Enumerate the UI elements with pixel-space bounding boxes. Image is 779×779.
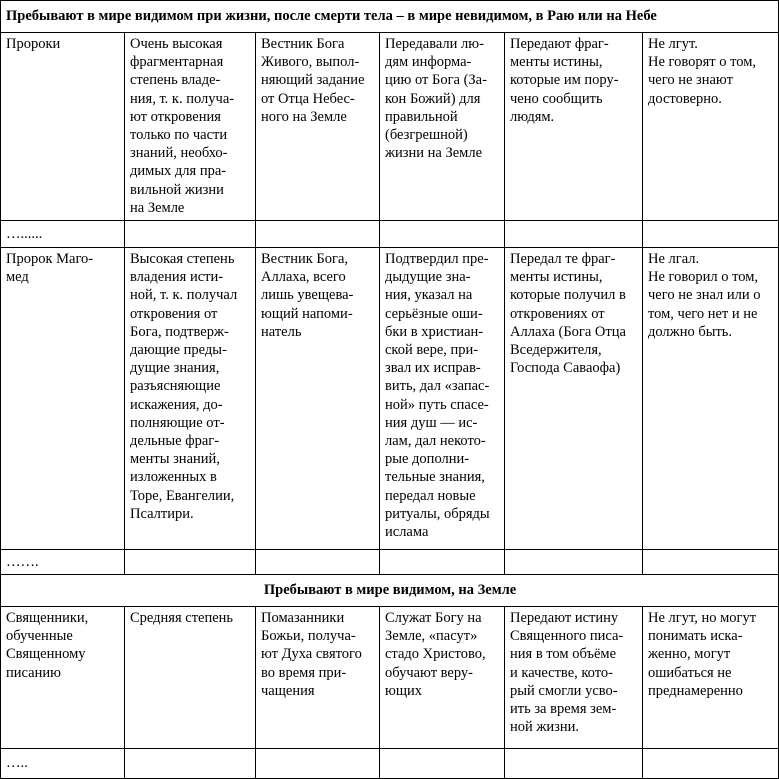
text-line: вильной жизни bbox=[130, 181, 224, 198]
cell-priests-truth bbox=[505, 607, 643, 749]
cell-priests-knowledge bbox=[125, 607, 256, 749]
text-line: ния душ — ис- bbox=[385, 414, 478, 431]
cell-empty bbox=[380, 749, 505, 779]
section-heading-visible-world: Пребывают в мире видимом, на Земле bbox=[1, 575, 779, 607]
text-line: чащения bbox=[261, 682, 315, 699]
text-line: димых для пра- bbox=[130, 163, 227, 180]
cell-prophets-mission bbox=[380, 33, 505, 221]
text-line: женно, могут bbox=[648, 646, 731, 663]
text-line: ния в том объёме bbox=[510, 646, 617, 663]
cell-muhammad-mission bbox=[380, 248, 505, 550]
text-line: обученные bbox=[6, 628, 73, 645]
text-line: писанию bbox=[6, 664, 61, 681]
text-line: от Отца Небес- bbox=[261, 90, 355, 107]
table-row-muhammad bbox=[1, 248, 779, 550]
table-row-prophets bbox=[1, 33, 779, 221]
table-row-ellipsis-3 bbox=[1, 749, 779, 779]
text-line: ного на Земле bbox=[261, 108, 347, 125]
text-line: владения исти- bbox=[130, 269, 224, 286]
text-line: Аллаха, всего bbox=[261, 269, 346, 286]
text-line: достоверно. bbox=[648, 90, 722, 107]
cell-priests-status bbox=[256, 607, 380, 749]
text-line: людям. bbox=[510, 108, 555, 125]
text-line: жизни на Земле bbox=[385, 145, 483, 162]
section-heading-invisible-world: Пребывают в мире видимом при жизни, после смерти тела – в мире невидимом, в Раю или на Небе bbox=[1, 1, 779, 33]
cell-ellipsis: …...... bbox=[1, 221, 125, 248]
cell-empty bbox=[643, 749, 779, 779]
table-row-ellipsis-2 bbox=[1, 550, 779, 575]
text-line: Псалтири. bbox=[130, 505, 194, 522]
text-line: откровения от bbox=[130, 305, 218, 322]
cell-muhammad-truth bbox=[505, 248, 643, 550]
text-line: ют Духа святого bbox=[261, 646, 362, 663]
cell-empty bbox=[256, 550, 380, 575]
text-line: ной, т. к. получал bbox=[130, 287, 238, 304]
text-line: ить за время зем- bbox=[510, 701, 617, 718]
cell-empty bbox=[380, 221, 505, 248]
cell-prophets-category bbox=[1, 33, 125, 221]
text-line: чено сообщить bbox=[510, 90, 603, 107]
text-line: Вестник Бога, bbox=[261, 251, 349, 267]
cell-muhammad-honesty bbox=[643, 248, 779, 550]
text-line: ния, указал на bbox=[385, 287, 473, 304]
text-line: только по части bbox=[130, 127, 228, 144]
text-line: Помазанники bbox=[261, 610, 345, 626]
cell-prophets-truth bbox=[505, 33, 643, 221]
text-line: стадо Христово, bbox=[385, 646, 486, 663]
cell-empty bbox=[256, 749, 380, 779]
text-line: рый смогли усво- bbox=[510, 682, 618, 699]
text-line: менты истины, bbox=[510, 54, 603, 71]
text-line: изложенных в bbox=[130, 469, 217, 486]
text-line: ной» путь спасе- bbox=[385, 396, 489, 413]
text-line: лам, дал некото- bbox=[385, 433, 486, 450]
text-line: фрагментарная bbox=[130, 54, 224, 71]
cell-ellipsis: ……. bbox=[1, 550, 125, 575]
text-line: Не говорят о том, bbox=[648, 54, 757, 71]
text-line: Священники, bbox=[6, 610, 89, 626]
section-heading-row-2 bbox=[1, 575, 779, 607]
text-line: и качестве, кото- bbox=[510, 664, 613, 681]
text-line: Вседержителя, bbox=[510, 342, 602, 359]
text-line: натель bbox=[261, 323, 302, 340]
cell-muhammad-category bbox=[1, 248, 125, 550]
cell-empty bbox=[380, 550, 505, 575]
text-line: искажения, до- bbox=[130, 396, 223, 413]
text-line: Бога, подтверж- bbox=[130, 323, 229, 340]
cell-prophets-status bbox=[256, 33, 380, 221]
text-line: Передают истину bbox=[510, 610, 619, 626]
text-line: Божьи, получа- bbox=[261, 628, 356, 645]
cell-muhammad-knowledge bbox=[125, 248, 256, 550]
text-line: Не лгут. bbox=[648, 36, 698, 52]
text-line: Священного писа- bbox=[510, 628, 624, 645]
text-line: Вестник Бога bbox=[261, 36, 345, 52]
text-line: Земле, «пасут» bbox=[385, 628, 478, 645]
text-line: вить, дал «запас- bbox=[385, 378, 490, 395]
text-line: разъясняющие bbox=[130, 378, 221, 395]
text-line: Аллаха (Бога Отца bbox=[510, 323, 626, 340]
text-line: передал новые bbox=[385, 487, 476, 504]
text-line: кон Божий) для bbox=[385, 90, 481, 107]
text-line: цию от Бога (За- bbox=[385, 72, 487, 89]
cell-empty bbox=[505, 221, 643, 248]
text-line: Передают фраг- bbox=[510, 36, 609, 52]
cell-prophets-knowledge bbox=[125, 33, 256, 221]
text-line: Средняя степень bbox=[130, 610, 234, 626]
table-row-ellipsis-1 bbox=[1, 221, 779, 248]
text-line: Пророки bbox=[6, 36, 61, 52]
cell-prophets-honesty bbox=[643, 33, 779, 221]
text-line: ошибаться не bbox=[648, 664, 732, 681]
text-line: преднамеренно bbox=[648, 682, 743, 699]
section-heading-row-1 bbox=[1, 1, 779, 33]
text-line: ния, т. к. получа- bbox=[130, 90, 235, 107]
text-line: дельные фраг- bbox=[130, 433, 220, 450]
text-line: няющий задание bbox=[261, 72, 365, 89]
text-line: дыдущие зна- bbox=[385, 269, 471, 286]
cell-muhammad-status bbox=[256, 248, 380, 550]
text-line: ющих bbox=[385, 682, 423, 699]
text-line: во время при- bbox=[261, 664, 347, 681]
text-line: ритуалы, обряды bbox=[385, 505, 490, 522]
text-line: бки в христиан- bbox=[385, 323, 484, 340]
cell-empty bbox=[256, 221, 380, 248]
text-line: ющий напоми- bbox=[261, 305, 353, 322]
cell-empty bbox=[505, 749, 643, 779]
text-line: дям информа- bbox=[385, 54, 472, 71]
text-line: Передавали лю- bbox=[385, 36, 484, 52]
text-line: ислама bbox=[385, 524, 429, 541]
text-line: Торе, Евангелии, bbox=[130, 487, 235, 504]
text-line: ской вере, при- bbox=[385, 342, 479, 359]
text-line: которые им пору- bbox=[510, 72, 619, 89]
text-line: должно быть. bbox=[648, 323, 733, 340]
text-line: Господа Саваофа) bbox=[510, 360, 621, 377]
text-line: Живого, выпол- bbox=[261, 54, 360, 71]
text-line: степень владе- bbox=[130, 72, 221, 89]
cell-priests-honesty bbox=[643, 607, 779, 749]
text-line: знаний, необхо- bbox=[130, 145, 228, 162]
text-line: ют откровения bbox=[130, 108, 221, 125]
text-line: чего не знал или о bbox=[648, 287, 761, 304]
text-line: рые дополни- bbox=[385, 451, 470, 468]
text-line: на Земле bbox=[130, 199, 185, 216]
text-line: Священному bbox=[6, 646, 86, 663]
text-line: менты знаний, bbox=[130, 451, 220, 468]
cell-priests-category bbox=[1, 607, 125, 749]
text-line: Очень высокая bbox=[130, 36, 223, 52]
text-line: серьёзные оши- bbox=[385, 305, 483, 322]
text-line: дающие преды- bbox=[130, 342, 227, 359]
text-line: которые получил в bbox=[510, 287, 626, 304]
cell-empty bbox=[643, 221, 779, 248]
text-line: Не говорил о том, bbox=[648, 269, 759, 286]
text-line: полняющие от- bbox=[130, 414, 225, 431]
text-line: мед bbox=[6, 269, 29, 286]
text-line: Подтвердил пре- bbox=[385, 251, 489, 267]
text-line: (безгрешной) bbox=[385, 127, 468, 144]
text-line: чего не знают bbox=[648, 72, 733, 89]
text-line: тельные знания, bbox=[385, 469, 485, 486]
text-line: звал их исправ- bbox=[385, 360, 481, 377]
text-line: ной жизни. bbox=[510, 719, 580, 736]
text-line: откровениях от bbox=[510, 305, 605, 322]
text-line: обучают веру- bbox=[385, 664, 473, 681]
cell-priests-mission bbox=[380, 607, 505, 749]
text-line: понимать иска- bbox=[648, 628, 743, 645]
text-line: Высокая степень bbox=[130, 251, 235, 267]
text-line: правильной bbox=[385, 108, 458, 125]
cell-empty bbox=[505, 550, 643, 575]
text-line: том, чего нет и не bbox=[648, 305, 758, 322]
text-line: Служат Богу на bbox=[385, 610, 482, 626]
text-line: менты истины, bbox=[510, 269, 603, 286]
text-line: Передал те фраг- bbox=[510, 251, 616, 267]
cell-empty bbox=[643, 550, 779, 575]
text-line: лишь увещева- bbox=[261, 287, 354, 304]
cell-empty bbox=[125, 550, 256, 575]
table-row-priests bbox=[1, 607, 779, 749]
cell-ellipsis: ….. bbox=[1, 749, 125, 779]
text-line: Не лгут, но могут bbox=[648, 610, 757, 626]
text-line: Не лгал. bbox=[648, 251, 700, 267]
text-line: дущие знания, bbox=[130, 360, 220, 377]
cell-empty bbox=[125, 221, 256, 248]
cell-empty bbox=[125, 749, 256, 779]
text-line: Пророк Маго- bbox=[6, 251, 94, 267]
